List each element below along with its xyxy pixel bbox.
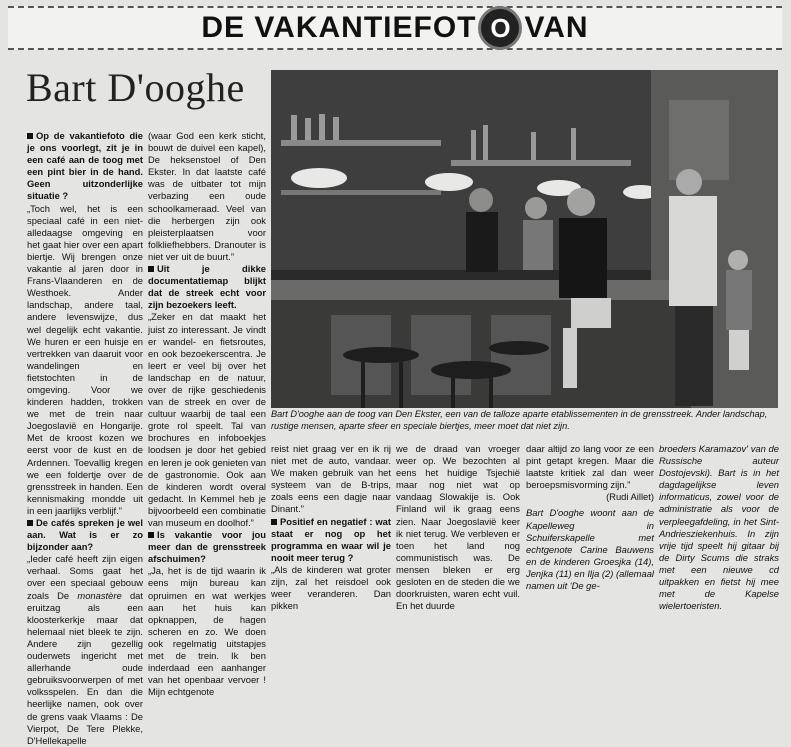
answer-4: „Ja, het is de tijd waarin ik eens mijn bureau kan opruimen en wat werkjes aan het huis kan opknappen, de hagen scheren en zo. We doen ook regelmatig uitstapjes met de trein. Ik ben inderdaad een aanhanger van het openbaar vervoer ! Mijn echtgenote xyxy=(148,565,266,698)
question-2: De cafés spreken je wel aan. Wat is er zo bijzonder aan? xyxy=(27,517,143,553)
text-column-4 xyxy=(271,443,391,612)
article-title: Bart D'ooghe xyxy=(26,65,245,110)
photo-caption: Bart D'ooghe aan de toog van Den Ekster, een van de talloze aparte etablissementen in de grensstreek. Ander landschap, rustige mensen, aparte sfeer en speciale biertjes, meer moet dat niet zijn. xyxy=(271,409,768,431)
question-1: Op de vakantiefoto die je ons voorlegt, zit je in een café aan de toog met een pint bier in de hand. Geen uitzonderlijke situatie ? xyxy=(27,130,143,202)
header-lens-letter: O xyxy=(490,12,511,43)
text-column-6 xyxy=(526,443,654,592)
bar-photo-illustration xyxy=(271,70,778,408)
text-column-2 xyxy=(148,130,266,698)
bio-continued: broeders Karamazov' van de Russische auteur Dostojevski). Bart is in het dagdagelijkse leven informaticus, zowel voor de administratie als voor de verpleegafdeling, in het Sint-Andriesziekenhuis. In zijn vrije tijd speelt hij gitaar bij de Dirty Scums die straks met een nieuwe cd uitpakken en fietst hij mee met de Kapelse wielertoeristen. xyxy=(659,443,779,612)
bio-paragraph: Bart D'ooghe woont aan de Kapelleweg in Schuiferskapelle met echtgenote Carine Bauwens en de kinderen Groesjka (14), Jenjka (11) en Ilja (2) (allemaal namen uit 'De ge- xyxy=(526,507,655,592)
answer-5: „Als de kinderen wat groter zijn, zal het reisdoel ook weer veranderen. Dan pikken xyxy=(271,563,391,612)
column-header xyxy=(8,6,782,50)
answer-4-continued: reist niet graag ver en ik rij niet met de auto, vandaar. We maken gebruik van het systeem van de B-trips, zoals eens een dagje naar Dinant.” xyxy=(271,443,391,515)
author-signature: (Rudi Aillet) xyxy=(606,491,654,503)
answer-1: „Toch wel, het is een speciaal café in een niet-alledaagse omgeving en het gaat hier over een apart biertje. Wij brengen onze vakantie al jaren door in Frans-Vlaanderen en de Westhoek. Ander landschap, andere taal, andere levenswijze, dus wel degelijk echt vakantie. We huren er een huisje en vertrekken van daaruit voor wandelingen en fietstochten in de omgeving. Voor we kinderen hadden, trokken we met de trein naar Joegoslavië en Hongarije. Met de kroost kozen we eerst voor de kust en de Ardennen. Toevallig kregen we een foldertje over de grensstreek in handen. Een kennismaking mondde uit in een jaarlijks verblijf.” xyxy=(27,202,143,516)
header-text-right: VAN xyxy=(524,11,589,44)
answer-2-italic: monastère xyxy=(77,589,122,601)
text-column-1 xyxy=(27,130,143,747)
answer-2-start: „Ieder café heeft zijn eigen verhaal. Soms gaat het over een speciaal gebouw zoals De xyxy=(27,553,143,601)
question-4: Is vakantie voor jou meer dan de grensstreek afschuimen? xyxy=(148,529,266,565)
text-column-5 xyxy=(396,443,520,612)
answer-3: „Zeker en dat maakt het juist zo interessant. Je vindt er wandel- en fietsroutes, en ook bezoekerscentra. Je leert er veel bij over het landschap en de natuur, over de rijke geschiedenis van de streek en over de cultuur waarbij de taal een grote rol speelt. Tal van brochures en infoboekjes loodsen je door het gebied en leren je ook genieten van de gastronomie. Ook aan de kinderen wordt overal gedacht. In Kemmel heb je bijvoorbeeld een combinatie van museum en doolhof.” xyxy=(148,311,266,528)
text-column-7 xyxy=(659,443,779,612)
question-3: Uit je dikke documentatiemap blijkt dat de streek echt voor zijn bezoekers leeft. xyxy=(148,263,266,311)
camera-lens-icon xyxy=(478,6,522,50)
header-text-left: DE VAKANTIEFOT xyxy=(201,11,477,44)
answer-5-end: daar altijd zo lang voor ze een pint getapt kregen. Maar die laatste kritiek zal dan weer beroepsmisvorming zijn.” xyxy=(526,443,654,491)
answer-2 xyxy=(27,553,143,747)
bar-photo xyxy=(271,70,778,408)
answer-2-continued: (waar God een kerk sticht, bouwt de duivel een kapel), De heksenstoel of Den Ekster. In dat laatste café was de uitbater tot mijn verbazing een oude schoolkameraad. Veel van die herbergen zijn ook pleisterplaatsen voor folkliefhebbers. Dranouter is niet ver uit de buurt.” xyxy=(148,130,266,262)
answer-5-continued: we de draad van vroeger weer op. We bezochten al eens het huidige Tsjechië maar nog niet wat op vandaag Slowakije is. Ook Finland wil ik graag eens zien. Naar Joegoslavië keer ik niet terug. We verbleven er toen het land nog communistisch was. De mensen bleken er erg gesloten en de steden die we doorkruisten, waren echt vuil. En het duurde xyxy=(396,443,520,612)
question-5: Positief en negatief : wat staat er nog op het programma en waar wil je nooit meer terug ? xyxy=(271,515,391,563)
answer-2-end: dat eruitzag als een kloosterkerkje maar dat helemaal niet bleek te zijn. Andere zijn gezellig ouderwets ingericht met allerhande oude gebruiksvoorwerpen of met volksspelen. En dan die heerlijke namen, ook over de grens vaak Vlaams : De Vierpot, De Tere Plekke, D'Hellekapelle xyxy=(27,589,143,746)
